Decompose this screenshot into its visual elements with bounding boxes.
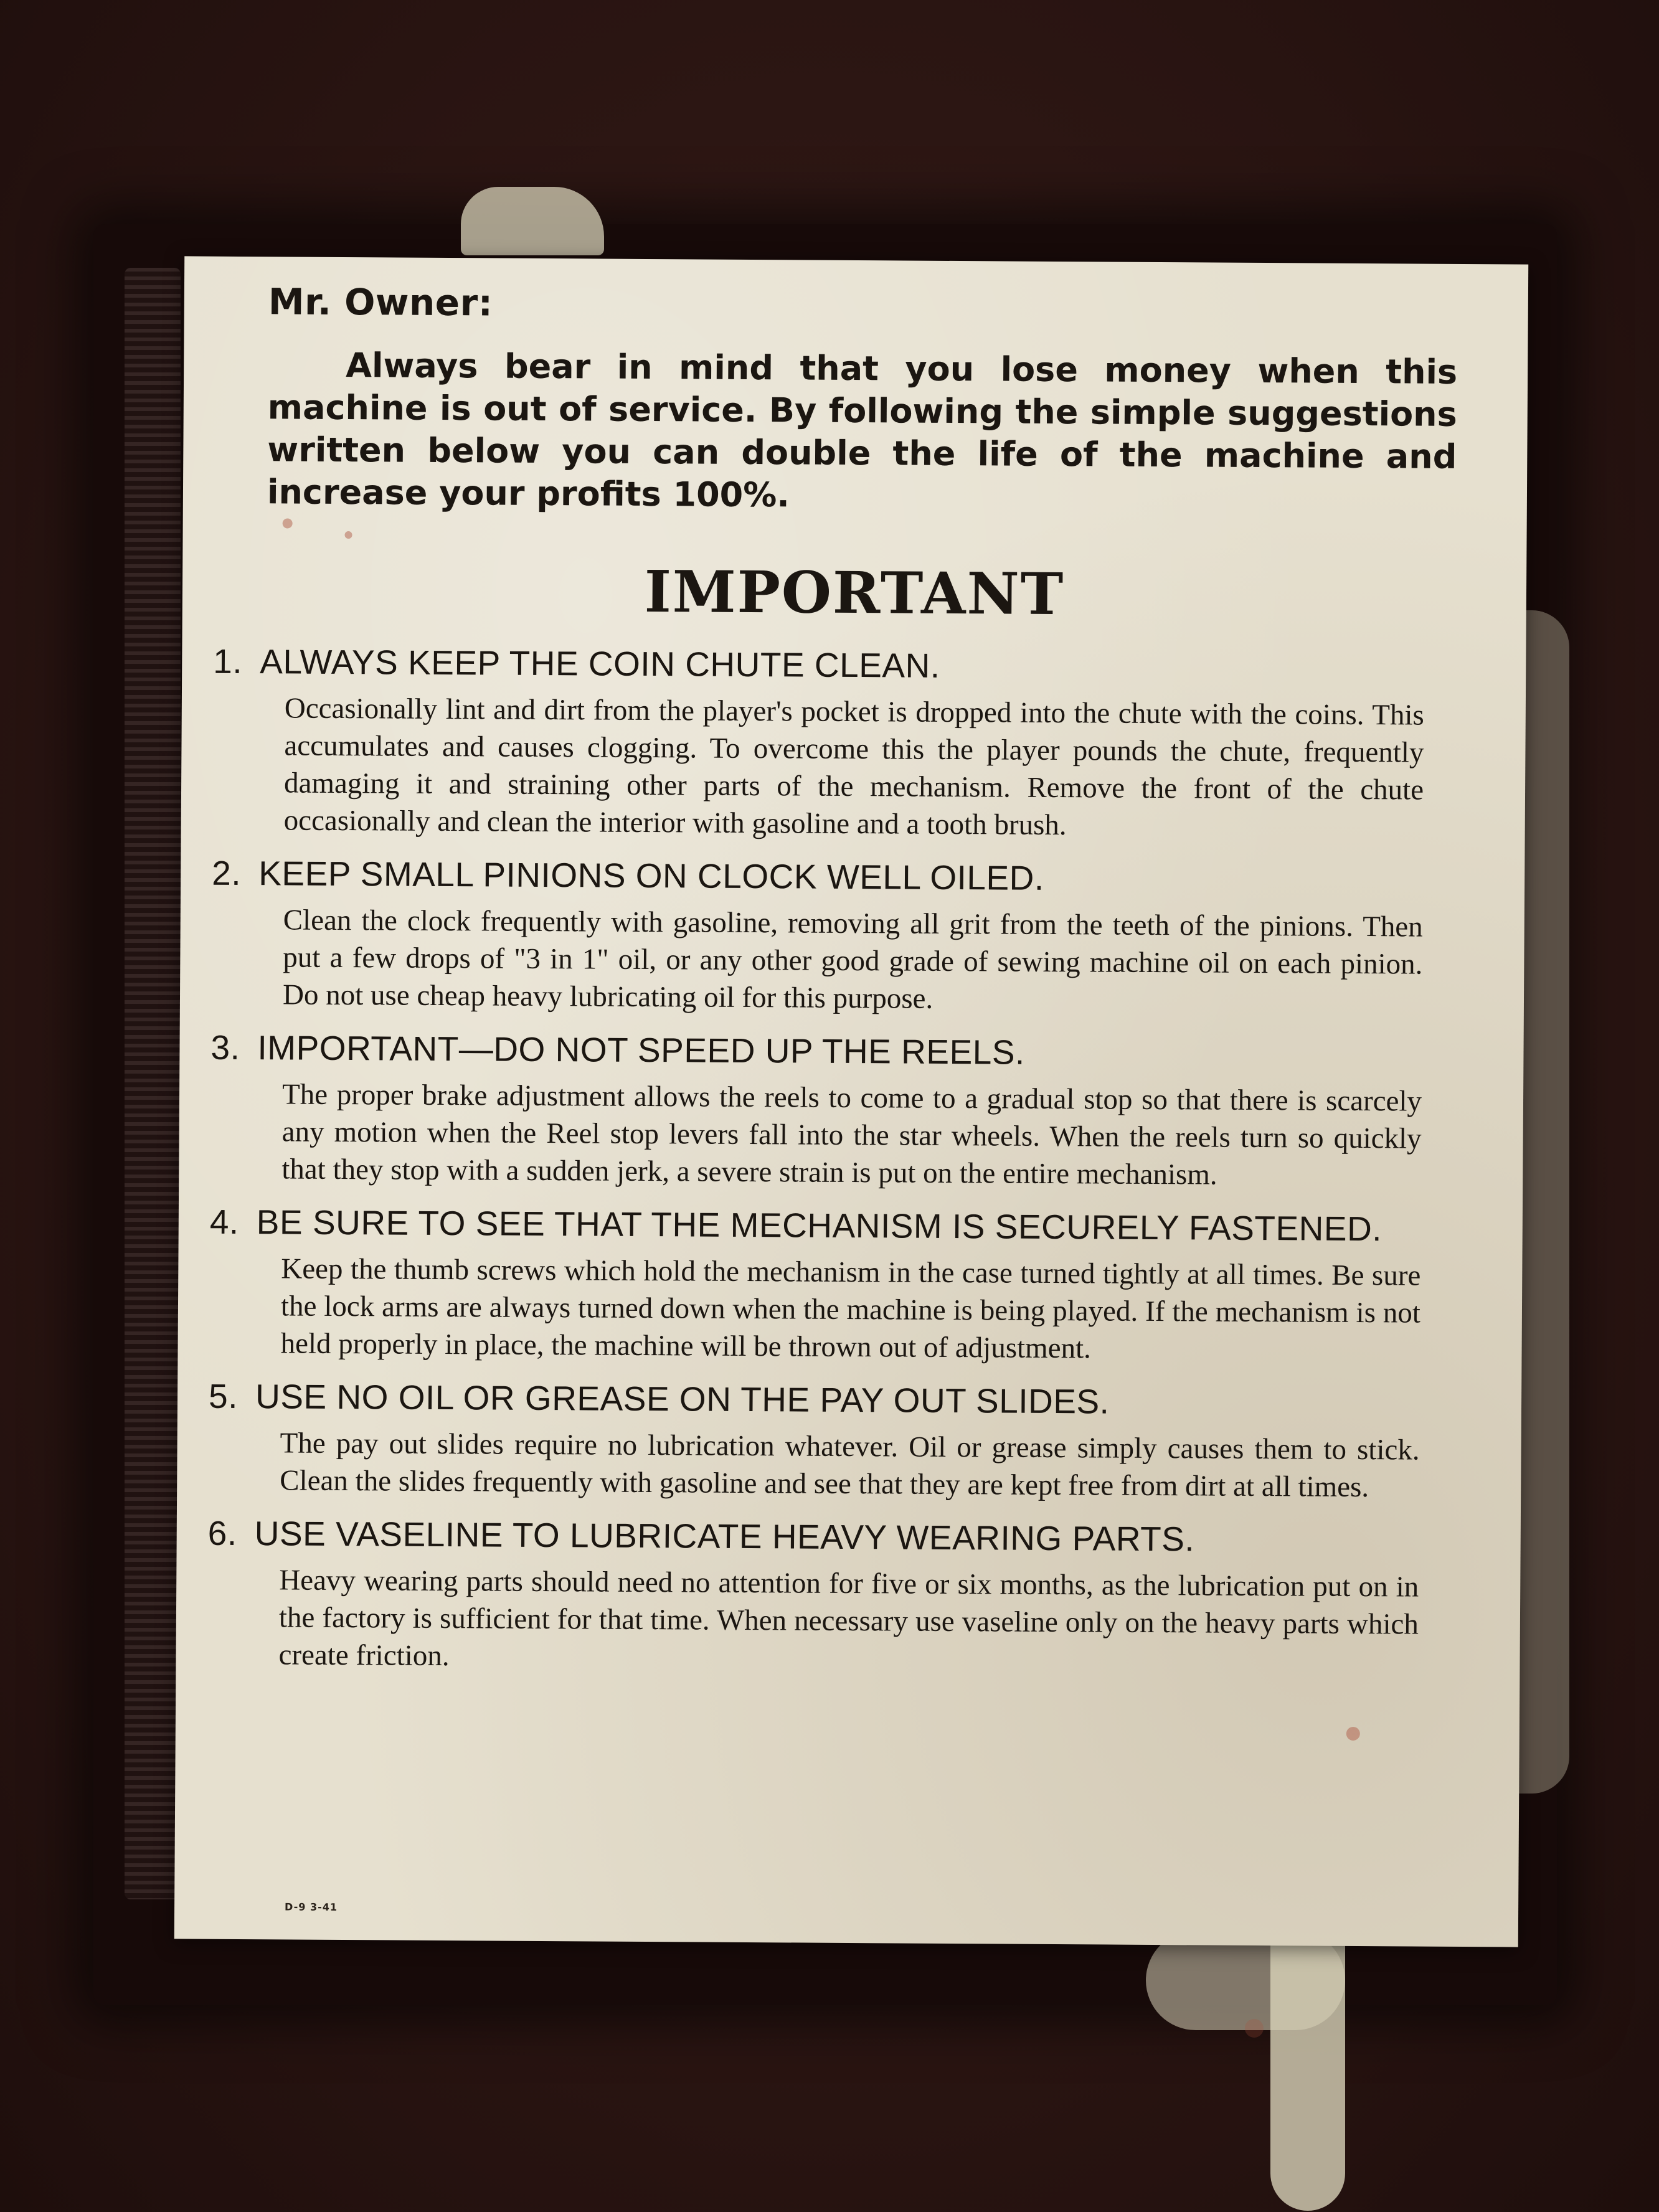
rule-number: 2.	[212, 853, 242, 893]
notice-heading: IMPORTANT	[644, 557, 1065, 628]
rules-list	[207, 640, 1483, 1693]
rule-item	[207, 1511, 1478, 1681]
rule-number: 6.	[207, 1513, 237, 1553]
rule-body: The pay out slides require no lubrication whatever. Oil or grease simply causes them to stick. Clean the slides frequently with gasoline and see that they are kept free from dirt at all times.	[280, 1427, 1420, 1504]
paper-stain	[345, 531, 352, 539]
glue-drip	[1270, 1918, 1345, 2211]
rule-body: Occasionally lint and dirt from the player's pocket is dropped into the chute with the coins. This accumulates and causes clogging. To overcome this the player pounds the chute, frequently damaging it and straining other parts of the mechanism. Remove the front of the chute occasionally and clean the interior with gasoline and a tooth brush.	[283, 692, 1424, 842]
rule-title-text: IMPORTANT—DO NOT SPEED UP THE REELS.	[257, 1028, 1026, 1072]
paper-stain	[283, 518, 293, 528]
rule-body: Clean the clock frequently with gasoline, removing all grit from the teeth of the pinions. Then put a few drops of "3 in 1" oil, or any other good grade of sewing machine oil on each pinion. Do not use cheap heavy lubricating oil for this purpose.	[282, 904, 1423, 1015]
rule-title	[210, 1026, 1481, 1077]
rule-number: 3.	[210, 1028, 240, 1067]
rule-title-text: USE VASELINE TO LUBRICATE HEAVY WEARING PARTS.	[254, 1514, 1195, 1559]
cabinet-rail	[125, 268, 181, 1899]
instruction-notice	[174, 256, 1528, 1947]
rule-title	[208, 1511, 1478, 1562]
rule-item	[212, 640, 1484, 846]
rule-number: 5.	[208, 1376, 239, 1416]
rule-title	[212, 851, 1482, 902]
paper-stain	[1346, 1727, 1360, 1741]
glue-residue-top	[461, 187, 604, 255]
rule-title-text: KEEP SMALL PINIONS ON CLOCK WELL OILED.	[258, 854, 1044, 897]
rule-item	[210, 1026, 1482, 1195]
rule-title	[210, 1200, 1480, 1251]
intro-paragraph: Always bear in mind that you lose money when this machine is out of service. By following the simple suggestions written below you can double the life of the machine and increase your profits 100%.	[267, 346, 1458, 515]
rule-body: Keep the thumb screws which hold the mechanism in the case turned tightly at all times. Be sure the lock arms are always turned down when the machine is being played. If the mechanism is not held properly in place, the machine will be thrown out of adjustment.	[280, 1252, 1421, 1365]
rule-number: 4.	[209, 1202, 239, 1241]
rule-body: Heavy wearing parts should need no attention for five or six months, as the lubrication put on in the factory is sufficient for that time. When necessary use vaseline only on the heavy parts which create friction.	[278, 1564, 1419, 1673]
salutation: Mr. Owner:	[268, 280, 493, 324]
rule-title-text: ALWAYS KEEP THE COIN CHUTE CLEAN.	[260, 642, 940, 685]
rule-title-text: BE SURE TO SEE THAT THE MECHANISM IS SECURELY FASTENED.	[256, 1203, 1382, 1249]
rule-title	[213, 640, 1483, 691]
rule-title	[209, 1374, 1479, 1425]
rule-body: The proper brake adjustment allows the reels to come to a gradual stop so that there is scarcely any motion when the Reel stop levers fall into the star wheels. When the reels turn so quickly that they stop with a sudden jerk, a severe strain is put on the entire mechanism.	[281, 1078, 1422, 1191]
rule-item	[211, 851, 1483, 1021]
rule-item	[208, 1374, 1479, 1506]
paper-stain	[1245, 2019, 1264, 2038]
form-code: D-9 3-41	[285, 1901, 338, 1913]
rule-item	[209, 1200, 1480, 1369]
rule-number: 1.	[213, 641, 243, 681]
rule-title-text: USE NO OIL OR GREASE ON THE PAY OUT SLIDES.	[255, 1377, 1110, 1421]
